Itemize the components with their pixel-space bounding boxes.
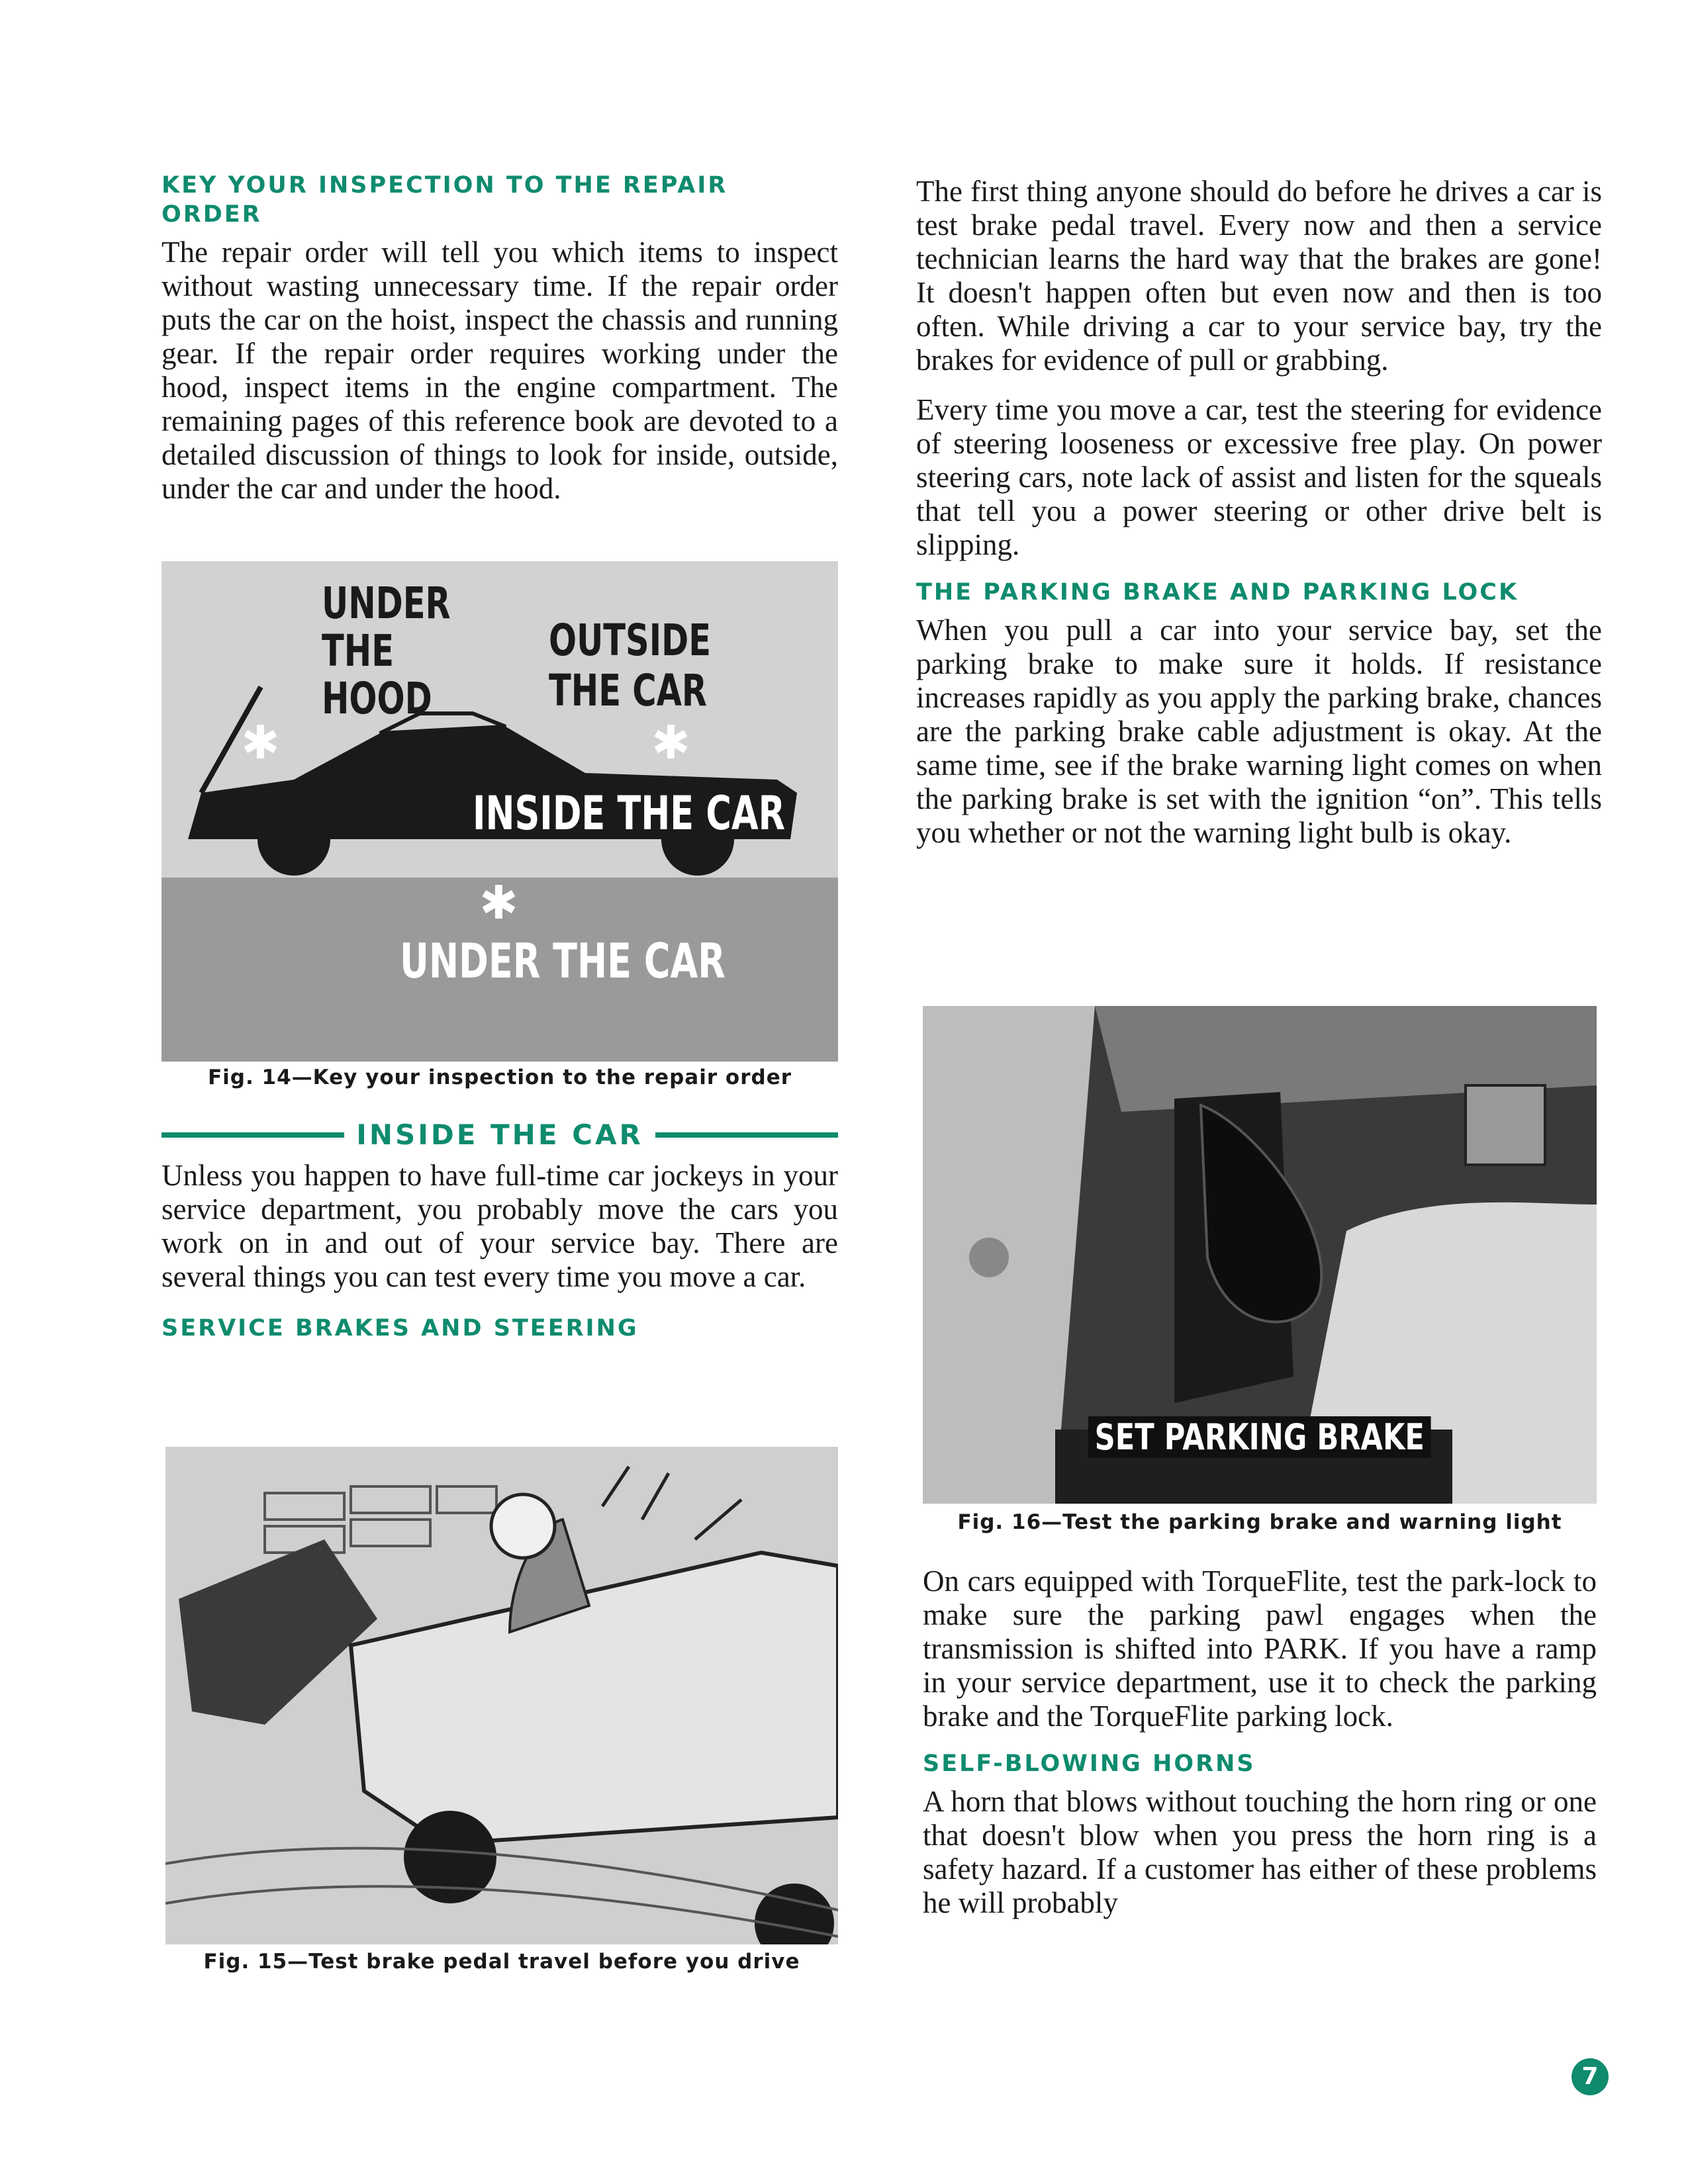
inside-the-car-section xyxy=(162,1118,838,1349)
right-column-bottom xyxy=(923,1565,1597,1920)
paragraph-repair-order: The repair order will tell you which items to inspect without wasting unnecessary time. If the repair order puts the car on the hoist, inspect the chassis and running gear. If the repair order requires working under the hood, inspect items in the engine compartment. The remaining pages of this reference book are devoted to a detailed discussion of things to look for inside, outside, under the car and under the hood. xyxy=(162,236,838,505)
label-under-the-hood xyxy=(322,580,451,723)
label-under-line-3: HOOD xyxy=(322,673,432,724)
label-inside-the-car: INSIDE THE CAR xyxy=(473,786,786,841)
svg-text:✱: ✱ xyxy=(241,715,280,770)
inside-the-car-heading xyxy=(162,1118,838,1151)
label-under-line-1: UNDER xyxy=(322,578,451,629)
figure-15-illustration xyxy=(165,1447,838,1944)
paragraph-brake-pedal-travel: The first thing anyone should do before he drives a car is test brake pedal travel. Every now and then a service technician learns the hard way that the brakes are gone! It doesn't happen often but even now and then is too often. While driving a car to your service bay, try the brakes for evidence of pull or grabbing. xyxy=(916,175,1602,377)
label-outside-the-car xyxy=(549,615,711,716)
label-under-the-car: UNDER THE CAR xyxy=(400,933,726,989)
heading-parking-brake: THE PARKING BRAKE AND PARKING LOCK xyxy=(916,579,1519,606)
figure-15 xyxy=(165,1447,838,1944)
heading-self-blowing-horns: SELF-BLOWING HORNS xyxy=(923,1751,1256,1777)
label-under-line-2: THE xyxy=(322,625,395,676)
right-column-top xyxy=(916,175,1602,850)
heading-rule-left xyxy=(162,1132,344,1138)
figure-16-caption: Fig. 16—Test the parking brake and warning light xyxy=(957,1510,1562,1534)
left-column xyxy=(162,171,838,506)
figure-16 xyxy=(923,1006,1597,1504)
figure-15-caption: Fig. 15—Test brake pedal travel before you drive xyxy=(203,1950,800,1974)
paragraph-inside-the-car: Unless you happen to have full-time car jockeys in your service department, you probably move the cars you work on in and out of your service bay. There are several things you can test every time you move a car. xyxy=(162,1159,838,1293)
label-outside-line-2: THE CAR xyxy=(549,665,707,716)
paragraph-steering: Every time you move a car, test the steering for evidence of steering looseness or excessive free play. On power steering cars, note lack of assist and listen for the squeals that tell you a power steering or other drive belt is slipping. xyxy=(916,393,1602,561)
svg-text:✱: ✱ xyxy=(479,876,518,930)
heading-key-inspection: KEY YOUR INSPECTION TO THE REPAIR ORDER xyxy=(162,172,728,228)
heading-rule-right xyxy=(655,1132,838,1138)
inside-the-car-title: INSIDE THE CAR xyxy=(356,1118,643,1151)
paragraph-horns: A horn that blows without touching the horn ring or one that doesn't blow when you press the horn ring is a safety hazard. If a customer has either of these problems he will probably xyxy=(923,1785,1597,1919)
label-set-parking-brake: SET PARKING BRAKE xyxy=(1088,1416,1431,1458)
label-outside-line-1: OUTSIDE xyxy=(549,615,712,666)
figure-14-caption: Fig. 14—Key your inspection to the repair order xyxy=(207,1066,792,1089)
figure-14 xyxy=(162,561,838,1062)
heading-service-brakes: SERVICE BRAKES AND STEERING xyxy=(162,1315,639,1342)
svg-text:✱: ✱ xyxy=(651,715,690,770)
page-number: 7 xyxy=(1571,2058,1609,2095)
paragraph-parking-brake: When you pull a car into your service bay, set the parking brake to make sure it holds. If resistance increases rapidly as you apply the parking brake, chances are the parking brake cable adjustment is okay. At the same time, see if the brake warning light comes on when the parking brake is set with the ignition “on”. This tells you whether or not the warning light bulb is okay. xyxy=(916,614,1602,849)
paragraph-torqueflite: On cars equipped with TorqueFlite, test the park-lock to make sure the parking pawl engages when the transmission is shifted into PARK. If you have a ramp in your service department, use it to check the parking brake and the TorqueFlite parking lock. xyxy=(923,1565,1597,1733)
